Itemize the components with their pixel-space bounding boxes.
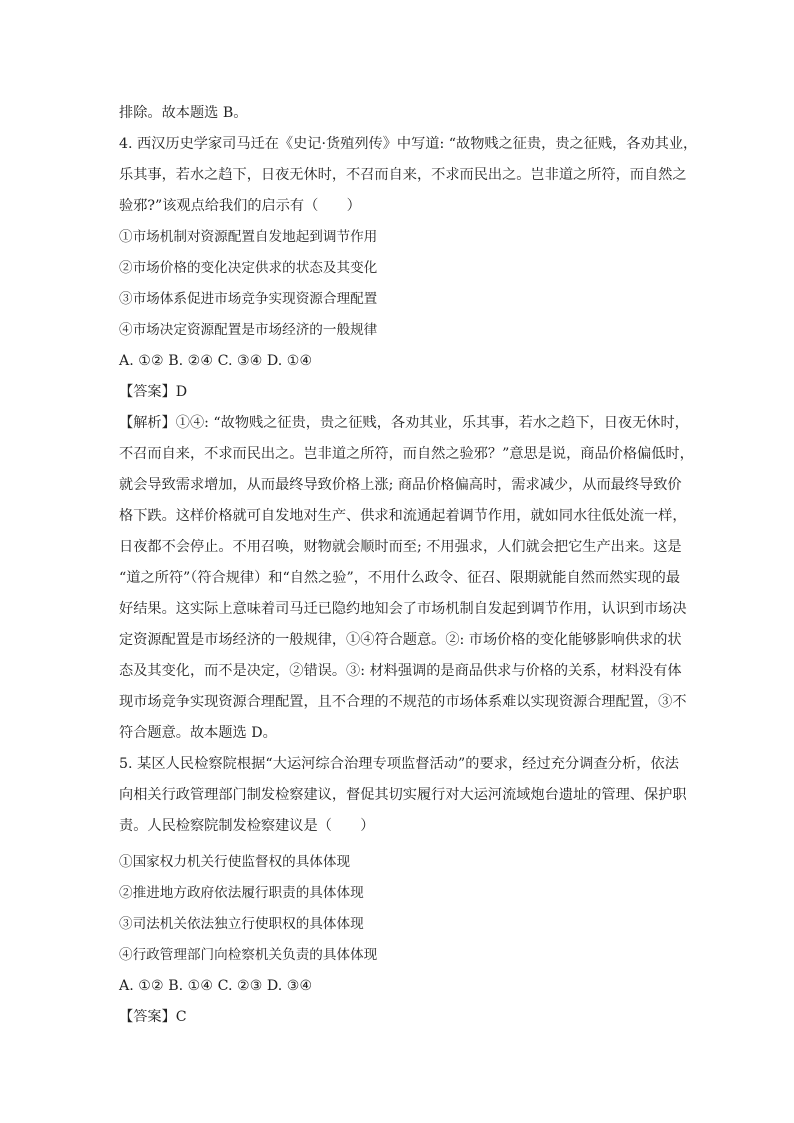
q4-statement-4: ④市场决定资源配置是市场经济的一般规律 [119,322,378,338]
q5-stem-line: 责。人民检察院制发检察建议是（ ） [119,818,375,834]
q5-stem-line: 向相关行政管理部门制发检察建议，督促其切实履行对大运河流域炮台遗址的管理、保护职 [119,787,687,803]
q4-analysis-line: 日夜都不会停止。不用召唤，财物就会顺时而至; 不用强求，人们就会把它生产出来。这是 [119,539,682,555]
q4-statement-3: ③市场体系促进市场竞争实现资源合理配置 [119,291,378,307]
q4-stem-line: 4. 西汉历史学家司马迁在《史记·货殖列传》中写道: “故物贱之征贵，贵之征贱，各劝其业， [119,136,698,152]
q4-choices: A. ①② B. ②④ C. ③④ D. ①④ [119,353,313,369]
q5-statement-3: ③司法机关依法独立行使职权的具体体现 [119,916,364,932]
q4-analysis-line: 好结果。这实际上意味着司马迁已隐约地知会了市场机制自发起到调节作用，认识到市场决 [119,601,687,617]
q5-statement-2: ②推进地方政府依法履行职责的具体体现 [119,885,364,901]
q4-analysis-line: 格下跌。这样价格就可自发地对生产、供求和流通起着调节作用，就如同水往低处流一样， [119,508,687,524]
q5-statement-1: ①国家权力机关行使监督权的具体体现 [119,854,351,870]
q4-analysis-line: 符合题意。故本题选 D。 [119,725,277,741]
q4-stem-line: 乐其事，若水之趋下，日夜无休时，不召而自来，不求而民出之。岂非道之所符，而自然之 [119,167,687,183]
q4-statement-2: ②市场价格的变化决定供求的状态及其变化 [119,260,378,276]
q3-tail: 排除。故本题选 B。 [119,105,248,121]
q5-answer: 【答案】C [119,1009,187,1025]
q5-stem-line: 5. 某区人民检察院根据“大运河综合治理专项监督活动”的要求，经过充分调查分析，依法 [119,756,679,772]
q4-analysis-line: 不召而自来，不求而民出之。岂非道之所符，而自然之验邪？”意思是说，商品价格偏低时， [119,446,694,462]
q5-choices: A. ①② B. ①④ C. ②③ D. ③④ [119,978,313,994]
q4-analysis-line: 现市场竞争实现资源合理配置，且不合理的不规范的市场体系难以实现资源合理配置，③不 [119,694,687,710]
q4-analysis-line: 【解析】①④: “故物贱之征贵，贵之征贱，各劝其业，乐其事，若水之趋下，日夜无休时， [119,415,689,431]
q4-analysis-line: 就会导致需求增加，从而最终导致价格上涨; 商品价格偏高时，需求减少，从而最终导致价 [119,477,682,493]
q4-analysis-line: “道之所符”（符合规律）和“自然之验”，不用什么政令、征召、限期就能自然而然实现的最 [119,570,681,586]
q4-stem-line: 验邪?”该观点给我们的启示有（ ） [119,198,361,214]
q5-statement-4: ④行政管理部门向检察机关负责的具体体现 [119,947,378,963]
q4-analysis-line: 态及其变化，而不是决定，②错误。③: 材料强调的是商品供求与价格的关系，材料没有体 [119,663,682,679]
q4-statement-1: ①市场机制对资源配置自发地起到调节作用 [119,229,378,245]
q4-answer: 【答案】D [119,384,188,400]
q4-analysis-line: 定资源配置是市场经济的一般规律，①④符合题意。②: 市场价格的变化能够影响供求的状 [119,632,682,648]
